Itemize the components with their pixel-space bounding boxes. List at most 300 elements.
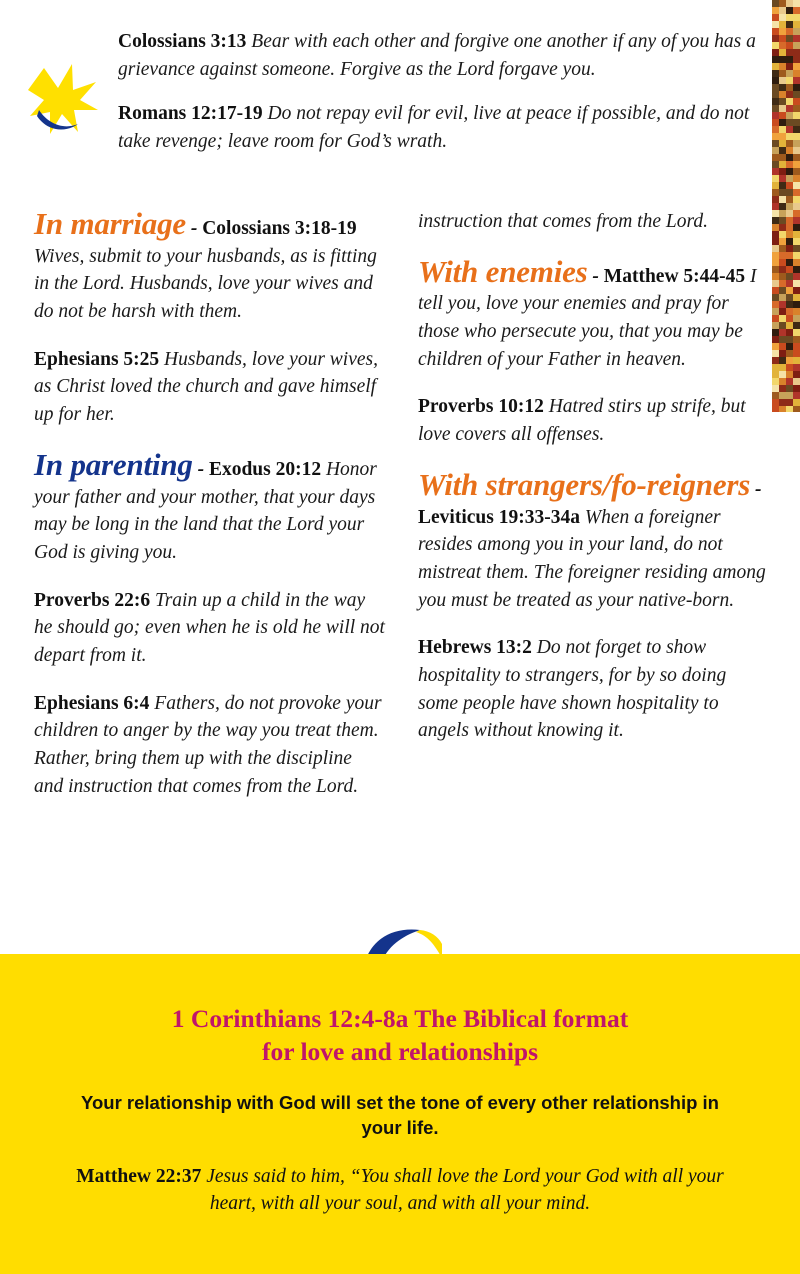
mosaic-tile — [786, 112, 793, 119]
bottom-banner — [0, 954, 800, 1274]
mosaic-tile — [786, 350, 793, 357]
section-title-strangers: With strangers/fo-reigners — [418, 466, 751, 502]
banner-title-line-2: for love and relationships — [261, 1037, 539, 1067]
section-title-marriage: In marriage — [34, 206, 186, 241]
mosaic-tile — [779, 161, 786, 168]
mosaic-tile — [786, 224, 793, 231]
mosaic-tile — [772, 168, 779, 175]
mosaic-tile — [772, 378, 779, 385]
verse-reference: Colossians 3:18-19 — [202, 218, 357, 239]
mosaic-tile — [772, 133, 779, 140]
mosaic-tile — [772, 0, 779, 7]
mosaic-tile — [779, 105, 786, 112]
mosaic-tile — [779, 315, 786, 322]
mosaic-decoration — [772, 0, 800, 412]
mosaic-tile — [772, 231, 779, 238]
mosaic-tile — [786, 266, 793, 273]
mosaic-tile — [772, 161, 779, 168]
mosaic-tile — [772, 224, 779, 231]
mosaic-tile — [793, 399, 800, 406]
verse-reference: Ephesians 5:25 — [34, 348, 160, 370]
verse-paragraph — [34, 690, 386, 801]
mosaic-tile — [779, 140, 786, 147]
mosaic-tile — [772, 406, 779, 412]
mosaic-tile — [779, 203, 786, 210]
mosaic-tile — [793, 49, 800, 56]
mosaic-tile — [793, 182, 800, 189]
mosaic-tile — [793, 294, 800, 301]
banner-title — [56, 1002, 744, 1068]
mosaic-tile — [793, 91, 800, 98]
verse-text: Do not forget to show hospitality to strangers, for by so doing some people have shown hospitality to angels without knowing it. — [418, 637, 727, 742]
section-heading-row — [34, 208, 386, 326]
mosaic-tile — [779, 147, 786, 154]
section-heading-row — [418, 466, 770, 614]
mosaic-tile — [779, 308, 786, 315]
mosaic-tile — [786, 245, 793, 252]
mosaic-tile — [779, 84, 786, 91]
mosaic-tile — [793, 175, 800, 182]
mosaic-tile — [772, 119, 779, 126]
banner-title-line-1: 1 Corinthians 12:4-8a The Biblical format — [171, 1004, 629, 1033]
mosaic-tile — [793, 259, 800, 266]
banner-subtitle: Your relationship with God will set the tone of every other relationship in your life. — [81, 1092, 719, 1139]
verse-reference: Exodus 20:12 — [208, 458, 322, 480]
verse-paragraph — [418, 208, 770, 236]
mosaic-tile — [793, 7, 800, 14]
mosaic-tile — [786, 133, 793, 140]
verse-reference: Colossians 3:13 — [118, 31, 247, 52]
mosaic-tile — [793, 308, 800, 315]
mosaic-tile — [786, 49, 793, 56]
verse-paragraph — [418, 634, 770, 745]
mosaic-tile — [779, 371, 786, 378]
mosaic-tile — [772, 140, 779, 147]
mosaic-tile — [793, 217, 800, 224]
mosaic-tile — [779, 175, 786, 182]
verse-block-proverbs-10-12 — [418, 393, 770, 448]
mosaic-tile — [779, 189, 786, 196]
verse-paragraph — [118, 100, 758, 155]
right-column — [418, 208, 770, 745]
mosaic-tile — [772, 189, 779, 196]
mosaic-tile — [786, 399, 793, 406]
mosaic-tile — [793, 280, 800, 287]
mosaic-tile — [786, 287, 793, 294]
mosaic-tile — [772, 280, 779, 287]
mosaic-tile — [779, 49, 786, 56]
mosaic-tile — [779, 154, 786, 161]
mosaic-tile — [779, 245, 786, 252]
mosaic-tile — [793, 56, 800, 63]
mosaic-tile — [779, 364, 786, 371]
mosaic-tile — [793, 21, 800, 28]
mosaic-tile — [772, 21, 779, 28]
continuation-text — [418, 208, 770, 236]
mosaic-tile — [793, 42, 800, 49]
section-heading-row — [34, 446, 386, 567]
verse-reference: Leviticus 19:33-34a — [418, 506, 580, 528]
mosaic-tile — [779, 224, 786, 231]
mosaic-tile — [793, 378, 800, 385]
verse-block-hebrews-13-2 — [418, 634, 770, 745]
mosaic-tile — [786, 182, 793, 189]
mosaic-tile — [786, 42, 793, 49]
mosaic-tile — [793, 336, 800, 343]
heading-dash: - — [750, 478, 762, 500]
heading-dash: - — [587, 265, 604, 287]
verse-text: Hatred stirs up strife, but love covers all offenses. — [418, 396, 746, 446]
mosaic-tile — [779, 77, 786, 84]
mosaic-tile — [786, 364, 793, 371]
mosaic-tile — [772, 371, 779, 378]
mosaic-tile — [786, 259, 793, 266]
verse-reference: Hebrews 13:2 — [418, 637, 532, 659]
verse-text: Train up a child in the way he should go; even when he is old he will not depart from it. — [34, 589, 385, 666]
verse-block-ephesians-6-4 — [34, 690, 386, 801]
mosaic-tile — [793, 266, 800, 273]
mosaic-tile — [772, 63, 779, 70]
mosaic-tile — [793, 196, 800, 203]
mosaic-tile — [779, 70, 786, 77]
mosaic-tile — [779, 378, 786, 385]
mosaic-tile — [772, 273, 779, 280]
verse-text: instruction that comes from the Lord. — [418, 211, 708, 232]
mosaic-tile — [772, 238, 779, 245]
mosaic-tile — [779, 301, 786, 308]
mosaic-tile — [793, 63, 800, 70]
mosaic-tile — [786, 196, 793, 203]
verse-reference: Romans 12:17-19 — [118, 103, 263, 125]
mosaic-tile — [786, 336, 793, 343]
mosaic-tile — [772, 91, 779, 98]
mosaic-tile — [793, 105, 800, 112]
verse-reference: Matthew 22:37 — [76, 1165, 202, 1187]
mosaic-tile — [786, 98, 793, 105]
mosaic-tile — [786, 392, 793, 399]
mosaic-tile — [793, 231, 800, 238]
mosaic-tile — [786, 28, 793, 35]
body-columns — [34, 208, 770, 928]
mosaic-tile — [793, 238, 800, 245]
mosaic-tile — [793, 119, 800, 126]
mosaic-tile — [779, 35, 786, 42]
mosaic-tile — [779, 0, 786, 7]
mosaic-tile — [779, 329, 786, 336]
mosaic-tile — [786, 84, 793, 91]
mosaic-tile — [793, 168, 800, 175]
verse-text: When a foreigner resides among you in your land, do not mistreat them. The foreigner residing among you must be treated as your native-born. — [418, 506, 766, 611]
verse-text: Jesus said to him, “You shall love the Lord your God with all your heart, with all your soul, and with all your mind. — [206, 1165, 724, 1215]
mosaic-tile — [786, 56, 793, 63]
mosaic-tile — [772, 322, 779, 329]
mosaic-tile — [772, 42, 779, 49]
mosaic-tile — [786, 273, 793, 280]
mosaic-tile — [772, 217, 779, 224]
mosaic-tile — [772, 245, 779, 252]
mosaic-tile — [793, 371, 800, 378]
mosaic-tile — [779, 287, 786, 294]
mosaic-tile — [779, 168, 786, 175]
verse-text: Wives, submit to your husbands, as is fitting in the Lord. Husbands, love your wives and do not be harsh with them. — [34, 245, 377, 323]
mosaic-tile — [772, 364, 779, 371]
mosaic-tile — [786, 147, 793, 154]
mosaic-tile — [786, 217, 793, 224]
mosaic-tile — [779, 56, 786, 63]
mosaic-tile — [786, 189, 793, 196]
section-strangers — [418, 466, 770, 614]
verse-text: Fathers, do not provoke your children to anger by the way you treat them. Rather, bring them up with the discipline and instruction that comes from the Lord. — [34, 692, 382, 797]
mosaic-tile — [779, 406, 786, 412]
mosaic-tile — [772, 77, 779, 84]
mosaic-tile — [772, 385, 779, 392]
mosaic-tile — [793, 203, 800, 210]
verse-text: I tell you, love your enemies and pray for those who persecute you, that you may be children of your Father in heaven. — [418, 265, 757, 370]
mosaic-tile — [786, 63, 793, 70]
mosaic-tile — [793, 189, 800, 196]
mosaic-tile — [772, 315, 779, 322]
mosaic-tile — [786, 378, 793, 385]
mosaic-tile — [772, 399, 779, 406]
mosaic-tile — [793, 252, 800, 259]
verse-reference: Matthew 5:44-45 — [603, 265, 746, 287]
mosaic-tile — [793, 147, 800, 154]
mosaic-tile — [779, 63, 786, 70]
mosaic-tile — [772, 28, 779, 35]
mosaic-tile — [786, 322, 793, 329]
mosaic-tile — [779, 280, 786, 287]
mosaic-tile — [772, 175, 779, 182]
mosaic-tile — [793, 315, 800, 322]
section-title-parenting: In parenting — [34, 446, 193, 482]
mosaic-tile — [772, 70, 779, 77]
mosaic-tile — [772, 343, 779, 350]
mosaic-tile — [779, 217, 786, 224]
mosaic-tile — [793, 273, 800, 280]
mosaic-tile — [772, 287, 779, 294]
mosaic-tile — [772, 336, 779, 343]
mosaic-tile — [786, 21, 793, 28]
mosaic-tile — [786, 7, 793, 14]
mosaic-tile — [793, 28, 800, 35]
mosaic-tile — [786, 14, 793, 21]
mosaic-tile — [779, 231, 786, 238]
mosaic-tile — [772, 350, 779, 357]
mosaic-tile — [786, 168, 793, 175]
mosaic-tile — [786, 252, 793, 259]
mosaic-tile — [772, 266, 779, 273]
mosaic-tile — [786, 371, 793, 378]
mosaic-tile — [793, 301, 800, 308]
banner-verse — [54, 1163, 746, 1218]
mosaic-tile — [786, 126, 793, 133]
mosaic-tile — [772, 35, 779, 42]
mosaic-tile — [786, 231, 793, 238]
verse-text: Husbands, love your wives, as Christ loved the church and gave himself up for her. — [34, 348, 378, 426]
mosaic-tile — [786, 308, 793, 315]
mosaic-tile — [779, 28, 786, 35]
mosaic-tile — [779, 294, 786, 301]
mosaic-tile — [793, 126, 800, 133]
mosaic-tile — [786, 238, 793, 245]
mosaic-tile — [786, 35, 793, 42]
mosaic-tile — [772, 56, 779, 63]
mosaic-tile — [786, 357, 793, 364]
mosaic-tile — [779, 119, 786, 126]
mosaic-tile — [786, 210, 793, 217]
mosaic-tile — [779, 7, 786, 14]
mosaic-tile — [786, 343, 793, 350]
mosaic-tile — [786, 385, 793, 392]
mosaic-tile — [772, 329, 779, 336]
mosaic-tile — [779, 392, 786, 399]
verse-text: Honor your father and your mother, that your days may be long in the land that the Lord your God is giving you. — [34, 458, 377, 563]
mosaic-tile — [786, 154, 793, 161]
section-enemies — [418, 253, 770, 374]
mosaic-tile — [786, 294, 793, 301]
mosaic-tile — [772, 182, 779, 189]
mosaic-tile — [779, 42, 786, 49]
mosaic-tile — [772, 196, 779, 203]
mosaic-tile — [786, 140, 793, 147]
section-parenting — [34, 446, 386, 567]
mosaic-tile — [786, 91, 793, 98]
mosaic-tile — [793, 70, 800, 77]
mosaic-tile — [786, 77, 793, 84]
verse-block-ephesians-5-25 — [34, 346, 386, 429]
mosaic-tile — [793, 112, 800, 119]
mosaic-tile — [779, 350, 786, 357]
mosaic-tile — [793, 343, 800, 350]
mosaic-tile — [772, 308, 779, 315]
mosaic-tile — [779, 210, 786, 217]
mosaic-tile — [779, 252, 786, 259]
heading-dash: - — [192, 458, 209, 480]
mosaic-tile — [779, 266, 786, 273]
mosaic-tile — [772, 14, 779, 21]
mosaic-tile — [772, 252, 779, 259]
mosaic-tile — [772, 154, 779, 161]
mosaic-tile — [772, 84, 779, 91]
mosaic-tile — [779, 336, 786, 343]
mosaic-tile — [793, 322, 800, 329]
left-column — [34, 208, 386, 800]
mosaic-tile — [786, 119, 793, 126]
section-heading-row — [418, 253, 770, 374]
mosaic-tile — [772, 98, 779, 105]
verse-text: Bear with each other and forgive one another if any of you has a grievance against someone. Forgive as the Lord forgave you. — [118, 31, 756, 80]
section-marriage — [34, 208, 386, 326]
mosaic-tile — [793, 210, 800, 217]
mosaic-tile — [793, 392, 800, 399]
mosaic-tile — [786, 406, 793, 412]
mosaic-tile — [793, 84, 800, 91]
mosaic-tile — [779, 357, 786, 364]
mosaic-tile — [793, 154, 800, 161]
mosaic-tile — [786, 301, 793, 308]
mosaic-tile — [772, 301, 779, 308]
mosaic-tile — [786, 105, 793, 112]
verse-reference: Ephesians 6:4 — [34, 692, 150, 714]
mosaic-tile — [793, 0, 800, 7]
mosaic-tile — [772, 112, 779, 119]
mosaic-tile — [772, 203, 779, 210]
mosaic-tile — [793, 14, 800, 21]
mosaic-tile — [779, 133, 786, 140]
mosaic-tile — [779, 385, 786, 392]
mosaic-tile — [786, 329, 793, 336]
mosaic-tile — [779, 273, 786, 280]
mosaic-tile — [786, 175, 793, 182]
mosaic-tile — [786, 203, 793, 210]
mosaic-tile — [786, 0, 793, 7]
verse-reference: Proverbs 10:12 — [418, 396, 544, 418]
mosaic-tile — [786, 280, 793, 287]
mosaic-tile — [779, 112, 786, 119]
verse-reference: Proverbs 22:6 — [34, 589, 151, 611]
mosaic-tile — [772, 7, 779, 14]
mosaic-tile — [779, 343, 786, 350]
mosaic-tile — [786, 161, 793, 168]
mosaic-tile — [779, 238, 786, 245]
mosaic-tile — [772, 357, 779, 364]
mosaic-tile — [793, 140, 800, 147]
verse-block-proverbs-22-6 — [34, 587, 386, 670]
star-burst-icon — [28, 62, 102, 136]
mosaic-tile — [793, 35, 800, 42]
verse-paragraph — [118, 28, 758, 83]
mosaic-tile — [772, 210, 779, 217]
mosaic-tile — [779, 98, 786, 105]
mosaic-tile — [779, 91, 786, 98]
section-title-enemies: With enemies — [418, 253, 588, 289]
mosaic-tile — [772, 259, 779, 266]
mosaic-tile — [793, 357, 800, 364]
mosaic-tile — [772, 126, 779, 133]
mosaic-tile — [793, 245, 800, 252]
mosaic-tile — [793, 364, 800, 371]
mosaic-tile — [779, 322, 786, 329]
mosaic-tile — [793, 385, 800, 392]
mosaic-tile — [786, 315, 793, 322]
mosaic-tile — [779, 21, 786, 28]
mosaic-tile — [772, 49, 779, 56]
mosaic-tile — [793, 161, 800, 168]
mosaic-tile — [772, 147, 779, 154]
mosaic-tile — [772, 105, 779, 112]
verse-paragraph — [418, 393, 770, 448]
mosaic-tile — [779, 259, 786, 266]
mosaic-tile — [793, 350, 800, 357]
mosaic-tile — [772, 392, 779, 399]
mosaic-tile — [779, 196, 786, 203]
mosaic-tile — [779, 14, 786, 21]
mosaic-tile — [779, 399, 786, 406]
verse-paragraph — [34, 346, 386, 429]
mosaic-tile — [779, 182, 786, 189]
verse-paragraph — [34, 587, 386, 670]
mosaic-tile — [772, 294, 779, 301]
mosaic-tile — [793, 133, 800, 140]
intro-verses — [118, 28, 758, 156]
mosaic-tile — [786, 70, 793, 77]
verse-text: Do not repay evil for evil, live at peace if possible, and do not take revenge; leave room for God’s wrath. — [118, 103, 750, 153]
mosaic-tile — [793, 224, 800, 231]
heading-dash: - — [185, 218, 203, 239]
mosaic-tile — [793, 287, 800, 294]
mosaic-tile — [793, 77, 800, 84]
mosaic-tile — [793, 329, 800, 336]
